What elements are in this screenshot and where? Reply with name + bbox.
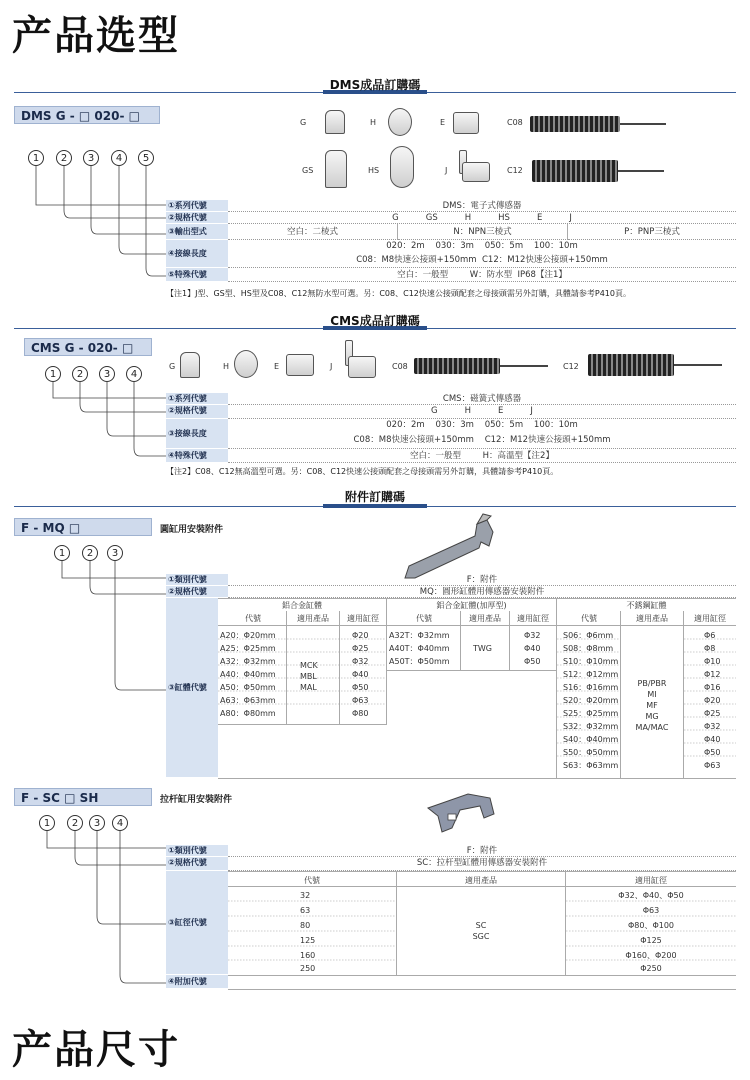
cms-row-3-line1: 020：2m 030：3m 050：5m 100：10m (386, 420, 578, 430)
al-code: A63：Φ63mm (220, 696, 276, 705)
dms-note: 【注1】J型、GS型、HS型及C08、C12無防水型可選。另：C08、C12快速公接頭配套之母接頭需另外訂購，具體請参考P410頁。 (166, 289, 631, 298)
fmq-num-1: 1 (54, 545, 70, 561)
cms-row-3-line2: C08：M8快速公接頭+150mm C12：M12快速公接頭+150mm (228, 434, 736, 449)
ss-product: MF (646, 701, 658, 710)
dms-num-4: 4 (111, 150, 127, 166)
fsc-row-2-value: SC：拉杆型缸體用傳感器安裝附件 (228, 857, 736, 871)
ss-dia: Φ8 (704, 644, 716, 653)
fmq-num-3: 3 (107, 545, 123, 561)
subhead-code: 代號 (245, 614, 261, 623)
ss-dia: Φ50 (704, 748, 721, 757)
grid-line (218, 778, 736, 779)
cms-row-3-label: ③接線長度 (166, 419, 228, 449)
acc-section-title: 附件訂購碼 (344, 490, 405, 504)
al-code: A32：Φ32mm (220, 657, 276, 666)
al-product: MCK (300, 661, 318, 670)
fsc-num-2: 2 (67, 815, 83, 831)
icon-label-c08: C08 (392, 362, 408, 371)
sc-code: 125 (300, 936, 316, 945)
fmq-num-2: 2 (82, 545, 98, 561)
grid-line (218, 724, 387, 725)
ss-dia: Φ40 (704, 735, 721, 744)
sensor-g-icon (180, 352, 200, 378)
cable-tail (500, 365, 548, 367)
sc-code: 32 (300, 891, 311, 900)
ss-dia: Φ25 (704, 709, 721, 718)
grid-line (509, 611, 510, 670)
sensor-e-icon (286, 354, 314, 376)
al-code: A25：Φ25mm (220, 644, 276, 653)
alt-product: TWG (473, 644, 492, 653)
grid-line (387, 670, 557, 671)
sc-dia: Φ80、Φ100 (627, 921, 675, 930)
cms-order-code: CMS G - 020- □ (24, 338, 152, 356)
sc-code: 160 (300, 951, 316, 960)
fsc-row-1-value: F：附件 (228, 845, 736, 857)
sc-code: 80 (300, 921, 311, 930)
dms-row-3-v3: P：PNP三棱式 (568, 224, 736, 240)
sc-code: 63 (300, 906, 311, 915)
cms-row-4-value: 空白：一般型 H：高溫型【注2】 (228, 449, 736, 463)
al-dia: Φ80 (352, 709, 369, 718)
icon-label-g: G (169, 362, 176, 371)
fmq-group-ss: 不銹鋼缸體 (626, 601, 667, 610)
cms-num-1: 1 (45, 366, 61, 382)
ss-product: MI (647, 690, 657, 699)
grid-line (228, 975, 736, 976)
icon-label-e: E (440, 118, 446, 127)
al-dia: Φ63 (352, 696, 369, 705)
fsc-row-4-label: ④附加代號 (166, 975, 228, 989)
grid-line (339, 611, 340, 724)
ss-code: S10：Φ10mm (563, 657, 619, 666)
cms-section-title: CMS成品訂購碼 (330, 314, 420, 328)
fsc-row-1-label: ①類別代號 (166, 845, 228, 857)
cms-row-2-label: ②規格代號 (166, 405, 228, 419)
cms-row-2-value: G H E J (228, 405, 736, 419)
sensor-j-icon (462, 162, 490, 182)
al-dia: Φ32 (352, 657, 369, 666)
ss-code: S06：Φ6mm (563, 631, 614, 640)
subhead-product: 適用產品 (469, 614, 501, 623)
cable-tail (674, 364, 722, 366)
grid-line (218, 625, 736, 626)
al-code: A40：Φ40mm (220, 670, 276, 679)
icon-label-c12: C12 (507, 166, 523, 175)
grid-line (460, 611, 461, 670)
dms-row-4-label: ④接線長度 (166, 240, 228, 268)
grid-line (228, 989, 736, 990)
sc-bracket-image (420, 788, 500, 840)
page-title: 产品选型 (12, 13, 180, 59)
icon-label-hs: HS (368, 166, 380, 175)
ss-product: MG (645, 712, 659, 721)
dms-row-4-line2: C08：M8快速公接頭+150mm C12：M12快速公接頭+150mm (228, 254, 736, 268)
sensor-e-icon (453, 112, 479, 134)
alt-code: A50T：Φ50mm (389, 657, 450, 666)
grid-line (228, 886, 736, 887)
al-dia: Φ20 (352, 631, 369, 640)
dms-num-1: 1 (28, 150, 44, 166)
subhead-code: 代號 (304, 876, 320, 885)
dms-row-5-value: 空白：一般型 W：防水型 IP68【注1】 (228, 268, 736, 282)
alt-dia: Φ40 (524, 644, 541, 653)
ss-dia: Φ10 (704, 657, 721, 666)
cms-num-2: 2 (72, 366, 88, 382)
sc-dia: Φ32、Φ40、Φ50 (618, 891, 684, 900)
icon-label-c08: C08 (507, 118, 523, 127)
fsc-title: 拉杆缸用安裝附件 (160, 795, 233, 805)
ss-code: S63：Φ63mm (563, 761, 619, 770)
subhead-dia: 適用缸徑 (694, 614, 726, 623)
al-product: MBL (300, 672, 317, 681)
fmq-row-2-value: MQ：圓形缸體用傳感器安裝附件 (228, 586, 736, 598)
icon-label-gs: GS (302, 166, 314, 175)
cms-row-1-value: CMS：磁簧式傳感器 (228, 393, 736, 405)
fsc-order-code: F - SC □ SH (14, 788, 152, 806)
al-product: MAL (300, 683, 317, 692)
cms-note: 【注2】C08、C12無高溫型可選。另：C08、C12快速公接頭配套之母接頭需另外訂購，具體請参考P410頁。 (166, 467, 559, 476)
dms-num-5: 5 (138, 150, 154, 166)
ss-dia: Φ6 (704, 631, 716, 640)
ss-dia: Φ16 (704, 683, 721, 692)
grid-line (683, 611, 684, 778)
dms-order-code: DMS G - □ 020- □ (14, 106, 160, 124)
icon-label-c12: C12 (563, 362, 579, 371)
sc-dia: Φ160、Φ200 (625, 951, 677, 960)
dms-num-2: 2 (56, 150, 72, 166)
fsc-num-1: 1 (39, 815, 55, 831)
fsc-row-2-label: ②規格代號 (166, 857, 228, 871)
sensor-g-icon (325, 110, 345, 134)
al-dia: Φ40 (352, 670, 369, 679)
sc-dia: Φ63 (642, 906, 660, 915)
sensor-j-icon (348, 356, 376, 378)
icon-label-j: J (445, 166, 448, 175)
ss-code: S12：Φ12mm (563, 670, 619, 679)
fmq-group-alt: 鋁合金缸體(加厚型) (436, 601, 507, 610)
sc-product: SC (475, 921, 487, 930)
sc-dia: Φ250 (640, 964, 662, 973)
cable-c08-icon (414, 358, 500, 374)
subhead-code: 代號 (416, 614, 432, 623)
dms-row-3-label: ③輸出型式 (166, 224, 228, 240)
dms-row-4-line1: 020：2m 030：3m 050：5m 100：10m (386, 241, 578, 251)
dms-row-3-v1: 空白：二棱式 (228, 224, 398, 240)
ss-code: S40：Φ40mm (563, 735, 619, 744)
ss-code: S08：Φ8mm (563, 644, 614, 653)
alt-code: A32T：Φ32mm (389, 631, 450, 640)
dms-row-2-value: G GS H HS E J (228, 212, 736, 224)
dms-num-3: 3 (83, 150, 99, 166)
sc-product: SGC (472, 932, 490, 941)
subhead-code: 代號 (581, 614, 597, 623)
dms-row-2-label: ②規格代號 (166, 212, 228, 224)
ss-code: S50：Φ50mm (563, 748, 619, 757)
fsc-row-3-label: ③缸徑代號 (166, 871, 228, 975)
icon-label-j: J (330, 362, 333, 371)
al-dia: Φ25 (352, 644, 369, 653)
cms-num-3: 3 (99, 366, 115, 382)
grid-line (218, 598, 736, 599)
dms-row-3-v2: N：NPN三棱式 (398, 224, 568, 240)
subhead-dia: 適用缸徑 (635, 876, 667, 885)
ss-dia: Φ32 (704, 722, 721, 731)
subhead-product: 適用產品 (297, 614, 329, 623)
dms-row-1-label: ①系列代號 (166, 200, 228, 212)
fsc-num-3: 3 (89, 815, 105, 831)
ss-product: PB/PBR (637, 679, 667, 688)
cms-row-4-label: ④特殊代號 (166, 449, 228, 463)
subhead-product: 適用產品 (465, 876, 497, 885)
al-code: A20：Φ20mm (220, 631, 276, 640)
dms-row-5-label: ⑤特殊代號 (166, 268, 228, 282)
sc-dia: Φ125 (640, 936, 662, 945)
alt-dia: Φ32 (524, 631, 541, 640)
cable-tail (620, 123, 666, 125)
cms-num-4: 4 (126, 366, 142, 382)
ss-code: S32：Φ32mm (563, 722, 619, 731)
ss-dia: Φ63 (704, 761, 721, 770)
subhead-dia: 適用缸徑 (517, 614, 549, 623)
cable-c12-icon (532, 160, 618, 182)
icon-label-h: H (370, 118, 377, 127)
al-dia: Φ50 (352, 683, 369, 692)
ss-code: S16：Φ16mm (563, 683, 619, 692)
ss-dia: Φ12 (704, 670, 721, 679)
cable-tail (618, 170, 664, 172)
al-code: A50：Φ50mm (220, 683, 276, 692)
sensor-hs-icon (390, 146, 414, 188)
fmq-order-code: F - MQ □ (14, 518, 152, 536)
sensor-gs-icon (325, 150, 347, 188)
cms-row-1-label: ①系列代號 (166, 393, 228, 405)
sc-code: 250 (300, 964, 316, 973)
dms-row-1-value: DMS：電子式傳感器 (228, 200, 736, 212)
ss-code: S25：Φ25mm (563, 709, 619, 718)
fmq-row-1-value: F：附件 (228, 574, 736, 586)
fmq-row-3-label: ③缸體代號 (166, 598, 218, 778)
ss-code: S20：Φ20mm (563, 696, 619, 705)
sensor-h-icon (388, 108, 412, 136)
fsc-num-4: 4 (112, 815, 128, 831)
icon-label-g: G (300, 118, 307, 127)
alt-code: A40T：Φ40mm (389, 644, 450, 653)
grid-line (286, 611, 287, 724)
alt-dia: Φ50 (524, 657, 541, 666)
fmq-row-1-label: ①類別代號 (166, 574, 228, 586)
subhead-product: 適用產品 (636, 614, 668, 623)
page-subtitle: 产品尺寸 (12, 1027, 180, 1073)
cable-c08-icon (530, 116, 620, 132)
grid-line (386, 598, 387, 724)
al-code: A80：Φ80mm (220, 709, 276, 718)
ss-product: MA/MAC (635, 723, 669, 732)
icon-label-h: H (223, 362, 230, 371)
fmq-row-2-label: ②規格代號 (166, 586, 228, 598)
sensor-h-icon (234, 350, 258, 378)
dms-section-title: DMS成品訂購碼 (329, 78, 421, 92)
ss-dia: Φ20 (704, 696, 721, 705)
fmq-group-al: 鋁合金缸體 (282, 601, 322, 610)
subhead-dia: 適用缸徑 (347, 614, 379, 623)
grid-line (228, 871, 736, 872)
fmq-title: 圓缸用安裝附件 (160, 525, 224, 535)
icon-label-e: E (274, 362, 280, 371)
cable-c12-icon (588, 354, 674, 376)
